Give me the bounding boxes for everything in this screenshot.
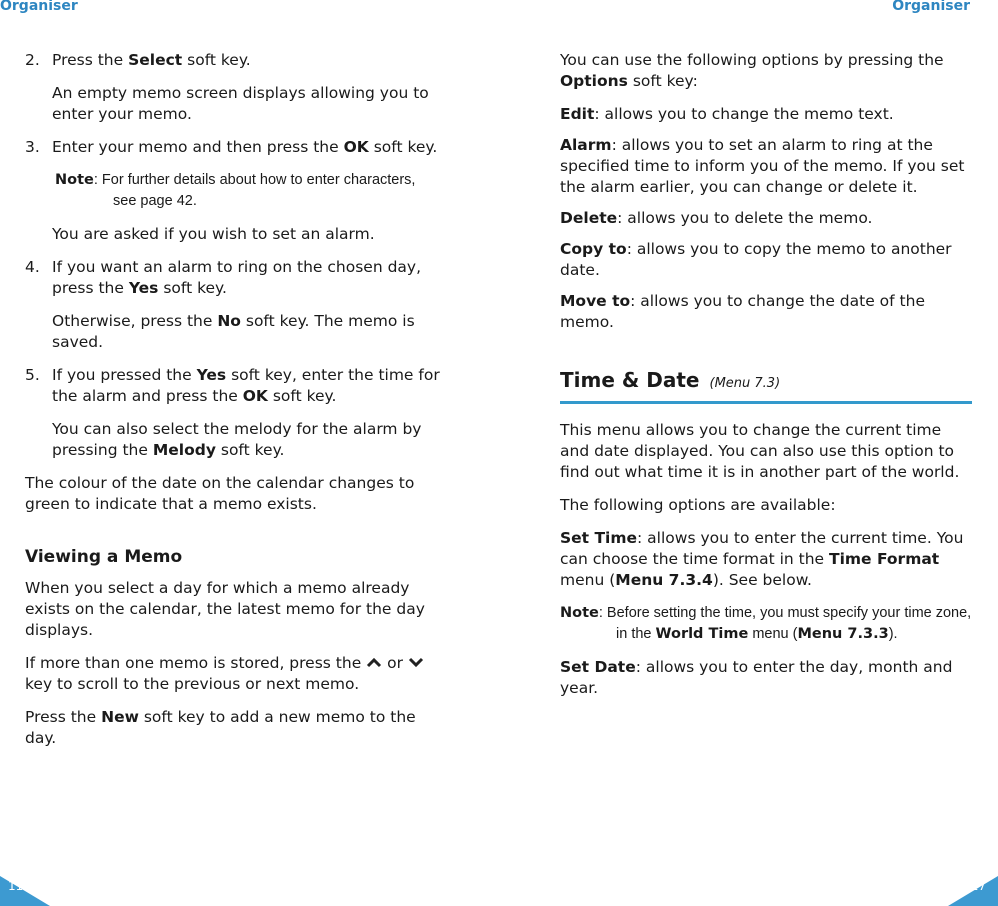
step-4: 4. If you want an alarm to ring on the chosen day, press the Yes soft key. [25,258,422,297]
step-4-detail: Otherwise, press the No soft key. The memo is saved. [52,312,415,351]
step-5: 5. If you pressed the Yes soft key, enter the time for the alarm and press the OK soft key. [25,366,440,405]
step-3: 3. Enter your memo and then press the OK soft key. [25,138,438,156]
option-delete: Delete: allows you to delete the memo. [560,209,873,227]
left-page [25,50,440,761]
option-copy-to: Copy to: allows you to copy the memo to another date. [560,240,952,279]
step-number: 4. [25,258,40,276]
note-time-zone: Note: Before setting the time, you must specify your time zone, in the World Time menu (Menu 7.3.3). [560,605,972,642]
right-running-header: Organiser [892,0,970,14]
new-memo-paragraph: Press the New soft key to add a new memo to the day. [25,708,416,747]
step-number: 5. [25,366,40,384]
scroll-paragraph: If more than one memo is stored, press the or key to scroll to the previous or next memo. [25,653,440,695]
step-5-detail: You can also select the melody for the alarm by pressing the Melody soft key. [52,420,422,459]
step-2-detail: An empty memo screen displays allowing you to enter your memo. [52,84,429,123]
chevron-up-icon [366,653,382,674]
option-edit: Edit: allows you to change the memo text. [560,105,894,123]
option-set-date: Set Date: allows you to enter the day, month and year. [560,658,953,697]
note-characters: Note: For further details about how to enter characters, see page 42. [55,172,416,209]
note-label: Note [560,605,599,621]
step-number: 2. [25,51,40,69]
step-3-detail: You are asked if you wish to set an alarm. [52,225,375,243]
options-intro: You can use the following options by pressing the Options soft key: [560,51,944,90]
viewing-paragraph: When you select a day for which a memo already exists on the calendar, the latest memo for the day displays. [25,579,425,639]
left-running-header: Organiser [0,0,78,14]
left-page-number: 116 [8,879,31,893]
note-label: Note [55,172,94,188]
step-2: 2. Press the Select soft key. [25,51,251,69]
right-page [560,50,972,711]
section-title-time-date: Time & Date (Menu 7.3) [560,367,972,404]
viewing-memo-heading: Viewing a Memo [25,547,183,567]
option-set-time: Set Time: allows you to enter the current time. You can choose the time format in the Time Format menu (Menu 7.3.4). See below. [560,529,964,589]
option-move-to: Move to: allows you to change the date of the memo. [560,292,925,331]
chevron-down-icon [408,653,424,674]
available-options: The following options are available: [560,496,836,514]
colour-paragraph: The colour of the date on the calendar changes to green to indicate that a memo exists. [25,474,415,513]
step-number: 3. [25,138,40,156]
option-alarm: Alarm: allows you to set an alarm to ring at the specified time to inform you of the memo. If you set the alarm earlier, you can change or delete it. [560,136,965,196]
right-page-number: 117 [963,879,986,893]
section-menu-ref: (Menu 7.3) [709,376,781,391]
time-date-intro: This menu allows you to change the current time and date displayed. You can also use this option to find out what time it is in another part of the world. [560,421,960,481]
